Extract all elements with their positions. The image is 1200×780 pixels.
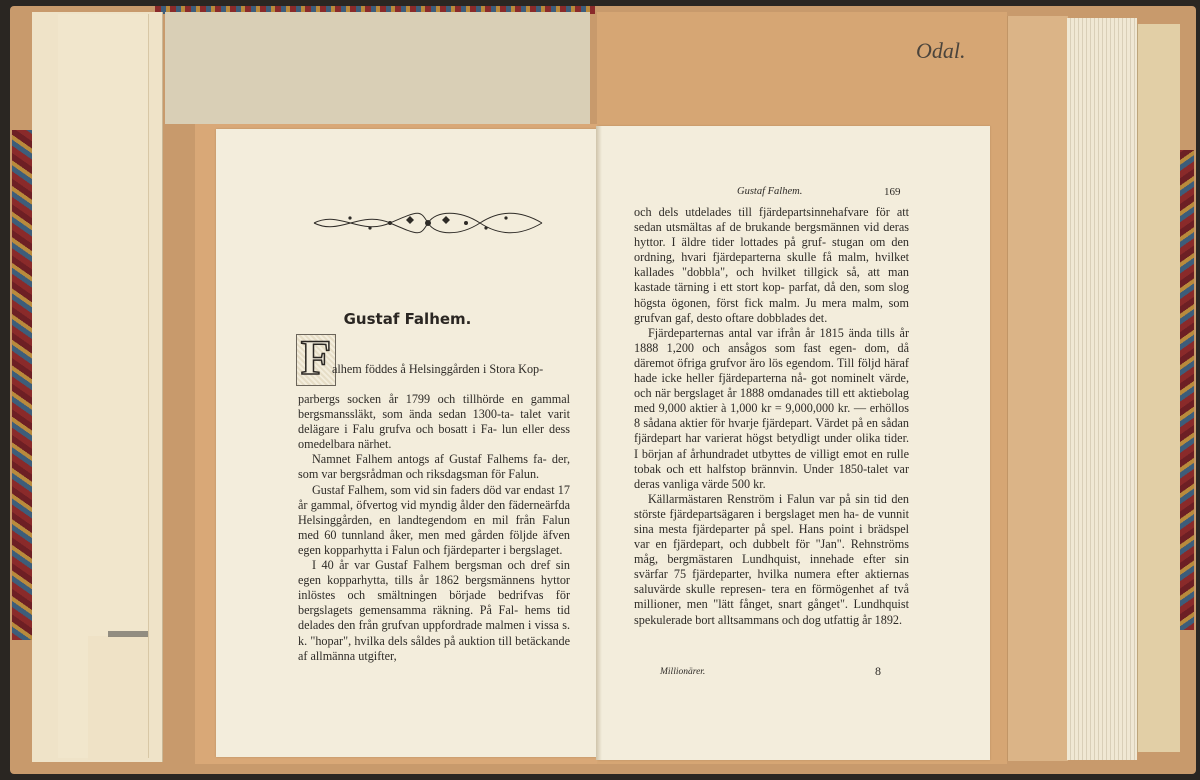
signature-mark: Millionärer. [660, 667, 706, 677]
paragraph: Fjärdeparternas antal var ifrån år 1815 ända tills år 1888 1,200 och ansågos som fast egen- dom, då däremot öfriga grufvor äro lös egendom. Till följd häraf hade icke heller fjärdeparterna nå- got nominelt värde, och när bergslaget år 1888 omdanades till ett aktiebolag med 9,000 aktier à 1,000 kr = 9,000,000 kr. — erhöllos 8 sådana aktier för hvarje fjärdepart. Värdet på en sådan fjärdepart har varierat högst betydligt under olika tider. I början af århundradet utbyttes de villigt emot en rulle tobak och ett halfstop brännvin. Under 1850-talet var deras vanliga värde 500 kr. [634, 325, 909, 491]
right-body-text [634, 205, 909, 628]
stub-print-fragment [108, 631, 148, 637]
page-title: Gustaf Falhem. [343, 310, 472, 328]
handwritten-annotation: Odal. [916, 38, 966, 63]
paragraph: och dels utdelades till fjärdepartsinnehafvare för att sedan utsmältas af de brukande bergsmännen vid deras hyttor. I äldre tider lottades på gruf- stugan om den ordning, hvari fjärdeparterna skulle få malm, hvilket kallades "dobbla", och hvilket tillgick så, att man kastade tärning i ett stort kop- parfat, då den, som slog högsta ögonen, först fick malm. Ju mera malm, som grufvan gaf, desto oftare dobblades det. [634, 205, 909, 325]
page-number: 169 [884, 186, 901, 198]
book-gutter [596, 126, 602, 760]
opening-line-text: alhem föddes å Helsinggården i Stora Kop- [332, 362, 544, 376]
signature-number: 8 [875, 664, 881, 678]
back-board [1137, 24, 1180, 752]
page-stub [88, 636, 148, 760]
opening-line [332, 362, 570, 377]
marbled-endpaper-right [1180, 150, 1194, 630]
mount-paper-right-top [597, 12, 1007, 127]
page-edges [1067, 18, 1137, 760]
paragraph: I 40 år var Gustaf Falhem bergsman och dref sin egen kopparhytta, tills år 1862 bergsmännens hyttor inlöstes och smältningen började bedrifvas för bergslagets gemensamma räkning. På Fal- hems tid delades den från grufvan uppfordrade malmen i vissa s. k. "hopar", hvilka dels såldes på auktion till betäckande af allmänna utgifter, [298, 558, 570, 663]
paragraph: Gustaf Falhem, som vid sin faders död var endast 17 år gammal, öfvertog vid myndig ålder den fädernеärfda Helsinggården, en landtegendom en mil från Falun med 60 tunnland åker, men med gården följde äfven egen kopparhytta i Falun och fjärdeparter i bergslaget. [298, 482, 570, 557]
paragraph: parbergs socken år 1799 och tillhörde en gammal bergsmanssläkt, som ända sedan 1300-ta- talet varit delägare i Falu grufva och bosatt i Fa- lun eller dess omedelbara närhet. [298, 392, 570, 452]
drop-cap: F [300, 329, 332, 385]
left-body-text [298, 392, 570, 664]
right-album-page [1007, 16, 1068, 761]
paragraph: Namnet Falhem antogs af Gustaf Falhems fa- der, som var bergsrådman och riksdagsman för Falun. [298, 452, 570, 482]
marbled-endpaper-left [12, 130, 34, 640]
paragraph: Källarmästaren Renström i Falun var på sin tid den störste fjärdepartsägaren i bergslaget men ha- de vunnit sina mesta fjärdeparter på spel. Hans point i brädspel var en fjärdepart, och dubbelt för "Jan". Rehnströms måg, bergmästaren Lundhquist, innehade efter sin svärfar 75 fjärdeparter, hvilka numera efter aktiernas saluvärde skulle represen- tera en förmögenhet af två millioner, men "lätt fånget, snart gånget". Lundhquist spekulerade bort alltsammans och dog utfattig år 1892. [634, 491, 909, 627]
show-through-text [190, 28, 585, 108]
ornament-icon [310, 206, 546, 240]
running-title: Gustaf Falhem. [737, 186, 803, 197]
